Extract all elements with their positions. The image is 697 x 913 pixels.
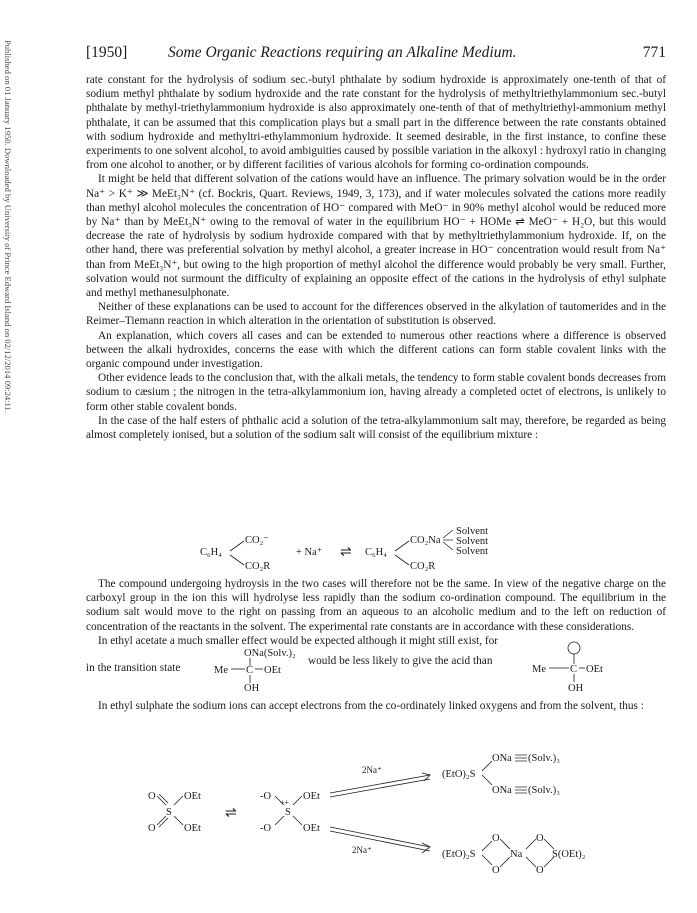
eq1-co2na: CO₂Na (410, 535, 441, 546)
page-number: 771 (642, 44, 666, 61)
es-oet-b: OEt (184, 823, 201, 834)
es-o2: O (492, 865, 500, 876)
eq1-solvent-2: Solvent (456, 536, 489, 547)
eq1-c6h4-left: C₆H₄ (200, 547, 222, 558)
es-s2: S (285, 807, 291, 818)
eq1-co2-minus: CO₂⁻ (245, 535, 269, 546)
download-watermark (0, 40, 16, 640)
eq1-co2r-right: CO₂R (410, 561, 436, 572)
ts-ona-solv: ONa(Solv.)₂ (244, 648, 296, 659)
download-watermark-text: Published on 01 January 1950. Downloaded by University of Prince Edward Island on 02/12/2014 09:24:11. (3, 40, 13, 413)
transition-state-structure (214, 646, 304, 694)
ti-c: C (570, 664, 578, 675)
es-plusplus: ++ (280, 798, 290, 807)
ts-oh: OH (244, 683, 260, 694)
es-solv-2: (Solv.)₃ (528, 785, 560, 796)
paragraph: rate constant for the hydrolysis of sodium sec.-butyl phthalate by sodium hydroxide is approximately one-tenth of that of sodium methyl phthalate by sodium hydroxide and the rate constant for the hydrolysis of methyltriethylammonium sec.-butyl phthalate by methyl-triethylammonium hydroxide is also approximately one-tenth of that of methyltriethyl-ammonium methyl phthalate, it can be assumed that this complication plays but a small part in the difference between the rate constants obtained with sodium hydroxide and methyltri-ethylammonium hydroxide. It seemed desirable, in the first instance, to confine these experiments to one solvent alcohol, to avoid ambiguities caused by possible variation in the alkoxyl : hydroxyl ratio in changing from one alcohol to another, or by different facilities of various alcohols for forming co-ordination compounds. (86, 74, 666, 172)
ti-me: Me (532, 664, 546, 675)
es-oet-a: OEt (184, 791, 201, 802)
es-s: S (166, 807, 172, 818)
eq1-solvent-3: Solvent (456, 546, 489, 557)
es-2na-bottom: 2Na⁺ (352, 845, 372, 855)
eq1-arrow: ⇌ (340, 545, 352, 560)
es-2na-top: 2Na⁺ (362, 765, 382, 775)
phthalate-equilibrium-equation (200, 525, 520, 575)
transition-state-prefix: in the transition state (86, 662, 181, 674)
ti-oet: OEt (586, 664, 603, 675)
eq1-plus-na: + Na⁺ (296, 547, 323, 558)
ti-oh: OH (568, 683, 584, 694)
es-ona-2: ONa (492, 785, 512, 796)
tetrahedral-intermediate-structure (532, 636, 612, 694)
es-o3: O (536, 833, 544, 844)
es-na: Na (510, 849, 523, 860)
body-text-block-3 (86, 699, 666, 713)
es-o1: O (492, 833, 500, 844)
es-oet-d: OEt (303, 823, 320, 834)
paragraph: It might be held that different solvation of the cations would have an influence. The primary solvation would be in the order Na⁺ > K⁺ ≫ MeEt₃N⁺ (cf. Bockris, Quart. Reviews, 1949, 3, 173), and if water molecules solvated the cations more readily than methyl alcohol molecules the concentration of HO⁻ compared with MeO⁻ in 90% methyl alcohol would be reduced more by Na⁺ than by MeEt₃N⁺ owing to the removal of water in the equilibrium HO⁻ + HOMe ⇌ MeO⁻ + H₂O, but this would decrease the rate of hydrolysis by sodium hydroxide compared with that by methyltriethylammonium hydroxide. If, on the other hand, there was preferential solvation by methyl alcohol, a greater increase in HO⁻ concentration would result from Na⁺ than from MeEt₃N⁺, but owing to the high proportion of methyl alcohol the difference would probably be very small. Further, solvation would not surmount the difficulty of explaining an opposite effect of the cations in the hydrolysis of ethyl sulphate and methyl methanesulphonate. (86, 173, 666, 300)
running-header (86, 44, 666, 66)
header-year: [1950] (86, 44, 128, 61)
es-o4: O (536, 865, 544, 876)
eq1-co2r-left: CO₂R (245, 561, 271, 572)
ts-c: C (246, 665, 254, 676)
es-minus-o2: -O (260, 823, 272, 834)
header-title: Some Organic Reactions requiring an Alkaline Medium. (168, 44, 517, 61)
ethyl-sulphate-scheme (130, 735, 690, 885)
ts-me: Me (214, 665, 228, 676)
body-text-block-1 (86, 73, 666, 442)
es-oet-c: OEt (303, 791, 320, 802)
paragraph: In ethyl sulphate the sodium ions can accept electrons from the co-ordinately linked oxygens and from the solvent, thus : (98, 700, 644, 712)
es-solv-1: (Solv.)₃ (528, 753, 560, 764)
paragraph: An explanation, which covers all cases and can be extended to numerous other reactions where a difference is observed between the alkali hydroxides, concerns the ease with which the different cations can form stable covalent links with the organic compound under investigation. (86, 329, 666, 371)
es-s-oet2: S(OEt)₂ (552, 849, 586, 860)
paragraph: Other evidence leads to the conclusion that, with the alkali metals, the tendency to form stable covalent bonds decreases from sodium to cæsium ; the nitrogen in the tetra-alkylammonium ion, having already a completed octet of electrons, is unlikely to form other stable covalent bonds. (86, 372, 666, 413)
es-o-b: O (148, 823, 156, 834)
es-eto2s-top: (EtO)₂S (442, 769, 476, 780)
es-equilibrium-arrow: ⇌ (225, 806, 237, 821)
paragraph: The compound undergoing hydroysis in the two cases will therefore not be the same. In view of the negative charge on the carboxyl group in the ion this will hydrolyse less rapidly than the sodium co-ordination compound. The equilibrium in the sodium salt would move to the right on passing from an aqueous to an alcoholic medium and to the left on reduction of concentration of the reactants in the solvent. The experimental rate constants are in accordance with these considerations. (86, 578, 666, 633)
paragraph: In ethyl acetate a much smaller effect would be expected although it might still exist, for (98, 634, 499, 647)
es-o-a: O (148, 791, 156, 802)
eq1-c6h4-right: C₆H₄ (365, 547, 387, 558)
transition-state-middle: would be less likely to give the acid than (308, 655, 493, 667)
eq1-solvent-1: Solvent (456, 526, 489, 537)
paragraph: Neither of these explanations can be used to account for the differences observed in the alkylation of tautomerides and in the Reimer–Tiemann reaction in which alteration in the orientation of substitution is observed. (86, 301, 666, 328)
es-ona-1: ONa (492, 753, 512, 764)
es-minus-o1: -O (260, 791, 272, 802)
ts-oet: OEt (264, 665, 281, 676)
es-eto2s-bottom: (EtO)₂S (442, 849, 476, 860)
paragraph: In the case of the half esters of phthalic acid a solution of the tetra-alkylammonium salt may, therefore, be regarded as being almost completely ionised, but a solution of the sodium salt will consist of the equilibrium mixture : (86, 414, 666, 442)
